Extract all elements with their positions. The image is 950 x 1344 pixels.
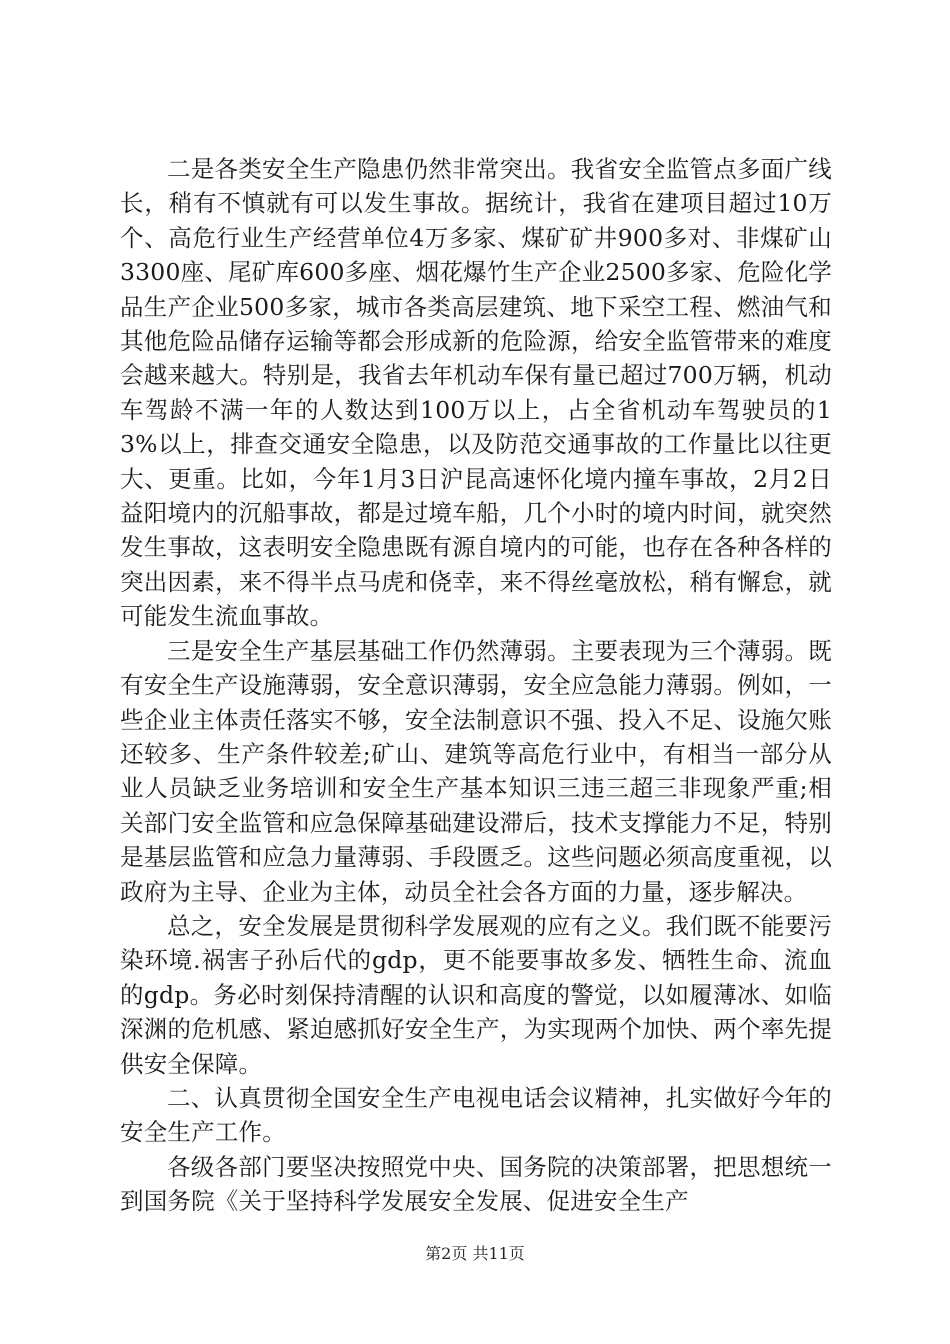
paragraph-grassroots-weakness: 三是安全生产基层基础工作仍然薄弱。主要表现为三个薄弱。既有安全生产设施薄弱，安全意识薄弱，安全应急能力薄弱。例如，一些企业主体责任落实不够，安全法制意识不强、投入不足、设施欠账还较多、生产条件较差;矿山、建筑等高危行业中，有相当一部分从业人员缺乏业务培训和安全生产基本知识三违三超三非现象严重;相关部门安全监管和应急保障基础建设滞后，技术支撑能力不足，特别是基层监管和应急力量薄弱、手段匮乏。这些问题必须高度重视，以政府为主导、企业为主体，动员全社会各方面的力量，逐步解决。 [120, 636, 832, 906]
body-text [120, 152, 832, 1219]
paragraph-summary: 总之，安全发展是贯彻科学发展观的应有之义。我们既不能要污染环境.祸害子孙后代的gdp，更不能要事故多发、牺牲生命、流血的gdp。务必时刻保持清醒的认识和高度的警觉，以如履薄冰、如临深渊的危机感、紧迫感抓好安全生产，为实现两个加快、两个率先提供安全保障。 [120, 911, 832, 1078]
paragraph-decision-deployment: 各级各部门要坚决按照党中央、国务院的决策部署，把思想统一到国务院《关于坚持科学发展安全发展、促进安全生产 [120, 1152, 832, 1216]
page-footer [0, 1244, 950, 1264]
paragraph-hidden-dangers: 二是各类安全生产隐患仍然非常突出。我省安全监管点多面广线长，稍有不慎就有可以发生事故。据统计，我省在建项目超过10万个、高危行业生产经营单位4万多家、煤矿矿井900多对、非煤矿山3300座、尾矿库600多座、烟花爆竹生产企业2500多家、危险化学品生产企业500多家，城市各类高层建筑、地下采空工程、燃油气和其他危险品储存运输等都会形成新的危险源，给安全监管带来的难度会越来越大。特别是，我省去年机动车保有量已超过700万辆，机动车驾龄不满一年的人数达到100万以上，占全省机动车驾驶员的13%以上，排查交通安全隐患，以及防范交通事故的工作量比以往更大、更重。比如，今年1月3日沪昆高速怀化境内撞车事故，2月2日益阳境内的沉船事故，都是过境车船，几个小时的境内时间，就突然发生事故，这表明安全隐患既有源自境内的可能，也存在各种各样的突出因素，来不得半点马虎和侥幸，来不得丝毫放松，稍有懈怠，就可能发生流血事故。 [120, 155, 832, 631]
page-number: 第2页 共11页 [425, 1244, 525, 1263]
section-heading-2: 二、认真贯彻全国安全生产电视电话会议精神，扎实做好今年的安全生产工作。 [120, 1083, 832, 1147]
